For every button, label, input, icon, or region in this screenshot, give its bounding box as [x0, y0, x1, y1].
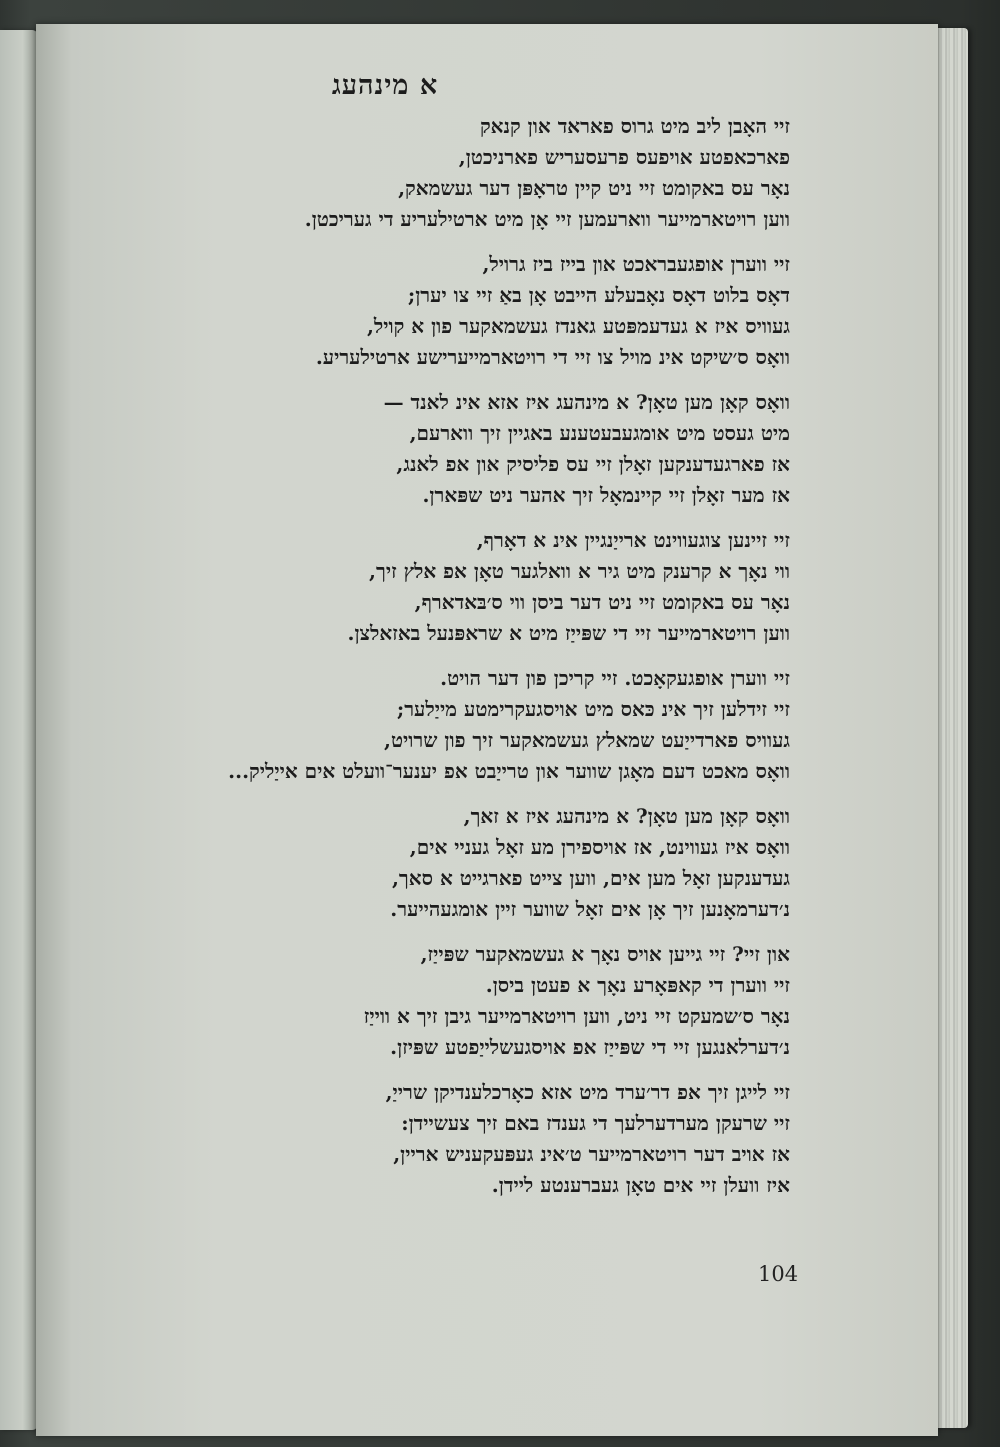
poem-line: אז אויב דער רויטארמייער ט׳אינ געפּעקעניש אריין,	[393, 1142, 790, 1166]
poem-title: א מינהעג	[331, 70, 439, 101]
poem-line: פארכאפטע אויפעס פרעסעריש פארניכטן,	[458, 145, 790, 169]
poem-line: נאָר עס באקומט זיי ניט דער ביסן ווי ס׳בּאדארף,	[414, 590, 790, 614]
poem-line: נ׳דערלאנגען זיי די שפּייַז אפ אויסגעשלייַפטע שפּיזן.	[390, 1035, 790, 1059]
poem-line: זיי שרעקן מערדערלעך די גענדז באם זיך צעשיידן:	[401, 1111, 790, 1135]
poem-line: זיי זיינען צוגעווינט ארייַנגיין אינ א דאָרף,	[476, 528, 790, 552]
poem-column	[100, 70, 790, 1370]
poem-line: וואָס מאכט דעם מאָגן שווער און טרייַבט אפ יענער־וועלט אים אייַליק...	[228, 759, 790, 783]
poem-line: געוויס פארדייַעט שמאלץ געשמאקער זיך פון שרויט,	[384, 728, 790, 752]
poem-line: וואָס ס׳שיקט אינ מויל צו זיי די רויטארמייערישע ארטילעריע.	[315, 345, 790, 369]
poem-line: אז פארגעדענקען זאָלן זיי עס פליסיק און אפ לאנג,	[396, 452, 790, 476]
poem-line: זיי לייגן זיך אפ דר׳ערד מיט אזא כאָרכלענדיקן שרייַ,	[385, 1080, 790, 1104]
poem-line: זיי זידלען זיך אינ כּאס מיט אויסגעקרימטע מייַלער;	[396, 697, 790, 721]
stanza	[100, 249, 790, 373]
poem-line: וואָס קאָן מען טאָן? א מינהעג איז א זאך,	[463, 804, 790, 828]
poem-line: אז מער זאָלן זיי קיינמאָל זיך אהער ניט שפּארן.	[422, 483, 790, 507]
poem-line: דאָס בלוט דאָס נאָבעלע הייבט אָן באַ זיי צו יערן;	[407, 283, 790, 307]
poem-line: זיי ווערן אופגעבראכט און בייז ביז גרויל,	[482, 252, 790, 276]
stanza	[100, 663, 790, 787]
poem-body	[100, 111, 790, 1201]
poem-line: און זיי? זיי גייען אויס נאָך א געשמאקער שפּייַז,	[420, 942, 790, 966]
poem-line: ווי נאָך א קרענק מיט גיר א וואלגער טאָן אפ אלץ זיך,	[369, 559, 790, 583]
left-page-edge	[0, 30, 38, 1430]
poem-line: מיט געסט מיט אומגעבעטענע באגיין זיך ווארעם,	[409, 421, 790, 445]
stanza	[100, 525, 790, 649]
stanza	[100, 387, 790, 511]
poem-line: ווען רויטארמייער ווארעמען זיי אָן מיט ארטילעריע די געריכטן.	[304, 207, 790, 231]
poem-line: נאָר עס באקומט זיי ניט קיין טראָפּן דער געשמאק,	[398, 176, 790, 200]
poem-line: וואָס איז געווינט, אז אויספירן מע זאָל געניי אים,	[409, 835, 790, 859]
poem-line: וואָס קאָן מען טאָן? א מינהעג איז אזא אינ לאנד —	[383, 390, 790, 414]
poem-line: נאָר ס׳שמעקט זיי ניט, ווען רויטארמייער גיבן זיך א ווייַז	[363, 1004, 790, 1028]
poem-line: זיי האָבן ליב מיט גרוס פאראד און קנאק	[479, 114, 790, 138]
poem-line: זיי ווערן אופגעקאָכט. זיי קריכן פון דער הויט.	[440, 666, 790, 690]
poem-line: געוויס איז א געדעמפּטע גאנדז געשמאקער פון א קויל,	[366, 314, 790, 338]
stanza	[100, 939, 790, 1063]
page-number: 104	[758, 1262, 799, 1286]
poem-line: איז וועלן זיי אים טאָן געברענטע ליידן.	[491, 1173, 790, 1197]
stanza	[100, 1077, 790, 1201]
stanza	[100, 801, 790, 925]
poem-line: ווען רויטארמייער זיי די שפּייַז מיט א שראפּנעל באזאלצן.	[347, 621, 790, 645]
poem-line: געדענקען זאָל מען אים, ווען צייט פארגייט א סאך,	[391, 866, 790, 890]
stanza	[100, 111, 790, 235]
poem-line: נ׳דערמאָנען זיך אָן אים זאָל שווער זיין אומגעהייער.	[390, 897, 790, 921]
poem-line: זיי ווערן די קאפּאָרע נאָך א פעטן ביסן.	[485, 973, 790, 997]
